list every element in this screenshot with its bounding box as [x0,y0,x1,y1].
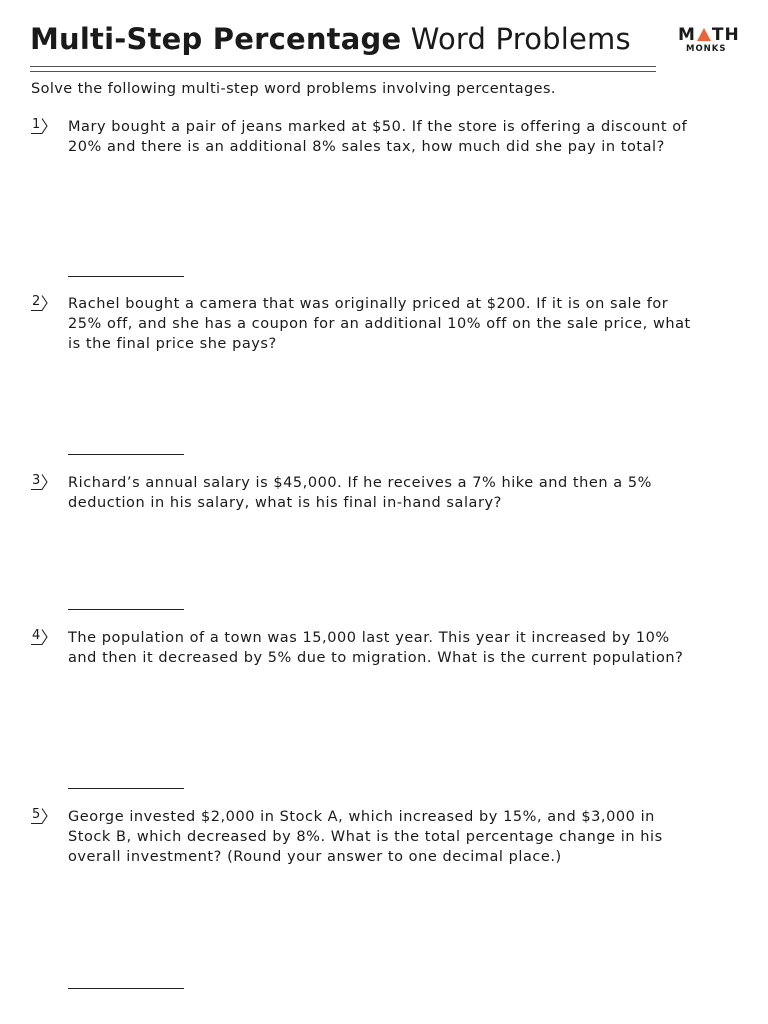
title-light-part: Word Problems [410,22,631,56]
answer-line[interactable] [68,988,184,989]
logo-wordmark [678,27,738,44]
problem-text-line: and then it decreased by 5% due to migration. What is the current population? [68,650,684,666]
title-bold-part: Multi-Step Percentage [30,22,402,56]
problem-text-line: 20% and there is an additional 8% sales tax, how much did she pay in total? [68,139,665,155]
triangle-icon [697,28,711,41]
problem-number-badge [30,294,48,312]
problem-number-badge [30,473,48,491]
worksheet-title [30,22,631,56]
title-divider-bottom [30,71,656,72]
problem-text [68,117,743,157]
problem-text [68,807,743,867]
problem-number: 5 [32,807,41,822]
problem-text-line: is the final price she pays? [68,336,277,352]
problem-number-badge [30,117,48,135]
logo-letter-m: M [678,25,696,45]
problem-number: 1 [32,117,41,132]
problem-number: 4 [32,628,41,643]
math-monks-logo [678,27,738,59]
problem-number: 3 [32,473,41,488]
problem-text [68,473,743,513]
answer-line[interactable] [68,454,184,455]
logo-letters-th: TH [711,25,740,45]
problem-number-badge [30,628,48,646]
problem-text-line: Stock B, which decreased by 8%. What is the total percentage change in his [68,829,663,845]
instructions-text: Solve the following multi-step word problems involving percentages. [31,81,556,97]
problem-text-line: 25% off, and she has a coupon for an additional 10% off on the sale price, what [68,316,691,332]
problem-text-line: The population of a town was 15,000 last year. This year it increased by 10% [68,630,670,646]
logo-subtext: MONKS [686,44,727,54]
problem-text-line: Mary bought a pair of jeans marked at $50. If the store is offering a discount of [68,119,688,135]
problem-text-line: deduction in his salary, what is his final in-hand salary? [68,495,502,511]
problem-text-line: George invested $2,000 in Stock A, which increased by 15%, and $3,000 in [68,809,655,825]
answer-line[interactable] [68,609,184,610]
problem-text-line: Rachel bought a camera that was originally priced at $200. If it is on sale for [68,296,669,312]
problem-number: 2 [32,294,41,309]
problem-text [68,294,743,354]
problem-text-line: overall investment? (Round your answer to one decimal place.) [68,849,562,865]
problem-text-line: Richard’s annual salary is $45,000. If he receives a 7% hike and then a 5% [68,475,652,491]
answer-line[interactable] [68,276,184,277]
problem-number-badge [30,807,48,825]
problem-text [68,628,743,668]
title-divider-top [30,66,656,67]
answer-line[interactable] [68,788,184,789]
